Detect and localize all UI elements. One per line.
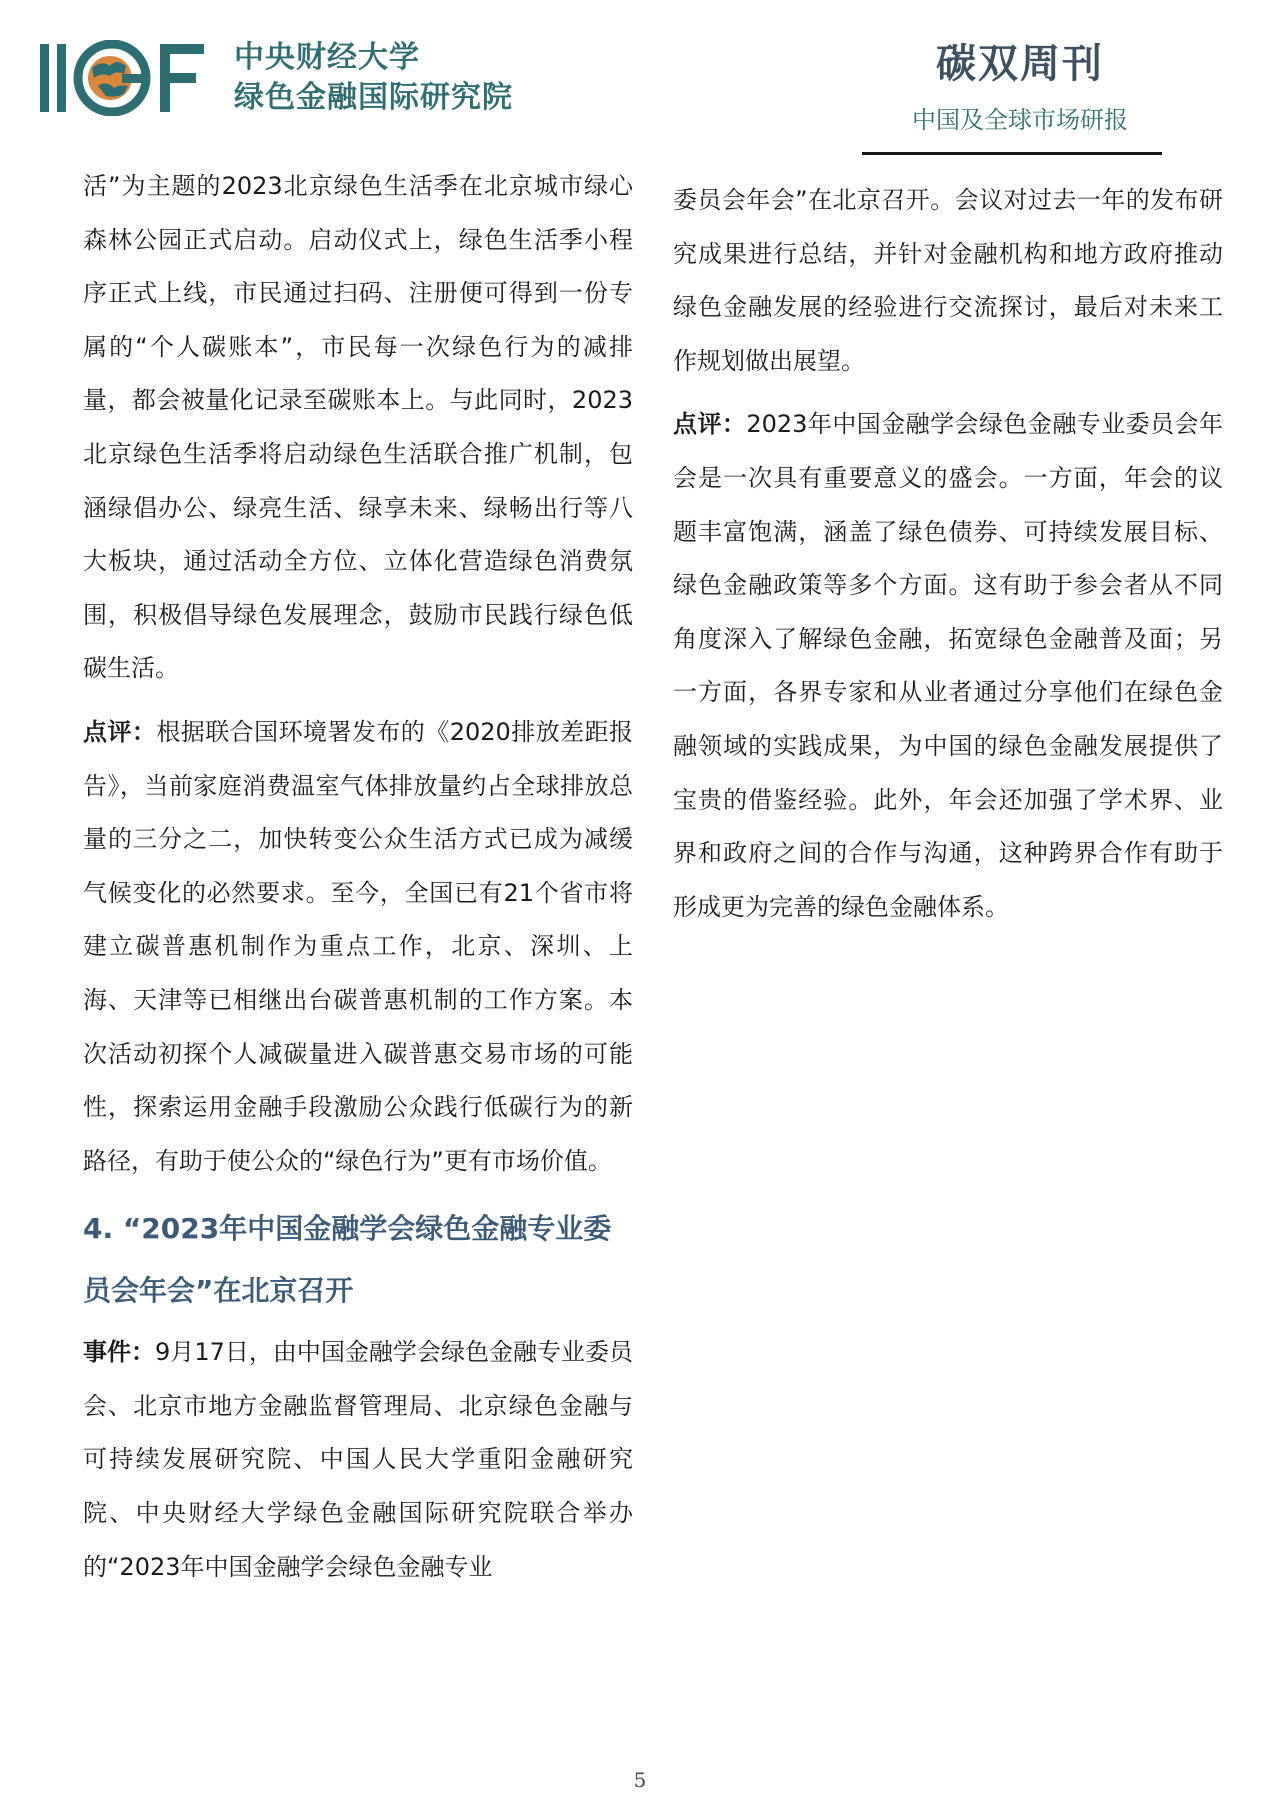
iigf-logo	[40, 40, 212, 116]
event-text: 9月17日，由中国金融学会绿色金融专业委员会、北京市地方金融监督管理局、北京绿色金融与可持续发展研究院、中国人民大学重阳金融研究院、中央财经大学绿色金融国际研究院联合举办的“2023年中国金融学会绿色金融专业	[83, 1338, 634, 1581]
event-label: 事件：	[83, 1338, 156, 1367]
publication-title: 碳双周刊	[936, 41, 1104, 87]
comment-text: 2023年中国金融学会绿色金融专业委员会年会是一次具有重要意义的盛会。一方面，年会的议题丰富饱满，涵盖了绿色债券、可持续发展目标、绿色金融政策等多个方面。这有助于参会者从不同角度深入了解绿色金融，拓宽绿色金融普及面；另一方面，各界专家和从业者通过分享他们在绿色金融领域的实践成果，为中国的绿色金融发展提供了宝贵的借鉴经验。此外，年会还加强了学术界、业界和政府之间的合作与沟通，这种跨界合作有助于形成更为完善的绿色金融体系。	[673, 410, 1224, 921]
section-heading: 4. “2023年中国金融学会绿色金融专业委员会年会”在北京召开	[83, 1212, 612, 1308]
comment-paragraph	[673, 398, 1223, 934]
event-paragraph	[83, 1326, 633, 1594]
page-number: 5	[633, 1768, 647, 1792]
org-name-line-1: 中央财经大学	[234, 40, 420, 75]
organization-name	[234, 38, 513, 118]
header-divider	[862, 152, 1162, 155]
left-column	[83, 160, 633, 1604]
comment-label: 点评：	[673, 410, 747, 439]
comment-paragraph	[83, 706, 633, 1188]
page-header	[0, 0, 1280, 160]
body-paragraph: 活”为主题的2023北京绿色生活季在北京城市绿心森林公园正式启动。启动仪式上，绿色生活季小程序正式上线，市民通过扫码、注册便可得到一份专属的“个人碳账本”，市民每一次绿色行为的减排量，都会被量化记录至碳账本上。与此同时，2023北京绿色生活季将启动绿色生活联合推广机制，包涵绿倡办公、绿亮生活、绿享未来、绿畅出行等八大板块，通过活动全方位、立体化营造绿色消费氛围，积极倡导绿色发展理念，鼓励市民践行绿色低碳生活。	[83, 172, 633, 683]
body-paragraph: 委员会年会”在北京召开。会议对过去一年的发布研究成果进行总结，并针对金融机构和地方政府推动绿色金融发展的经验进行交流探讨，最后对未来工作规划做出展望。	[673, 186, 1223, 375]
comment-label: 点评：	[83, 717, 157, 746]
comment-text: 根据联合国环境署发布的《2020排放差距报告》，当前家庭消费温室气体排放量约占全球排放总量的三分之二，加快转变公众生活方式已成为减缓气候变化的必然要求。至今，全国已有21个省市将建立碳普惠机制作为重点工作，北京、深圳、上海、天津等已相继出台碳普惠机制的工作方案。本次活动初探个人减碳量进入碳普惠交易市场的可能性，探索运用金融手段激励公众践行低碳行为的新路径，有助于使公众的“绿色行为”更有市场价值。	[83, 717, 634, 1175]
right-column	[673, 174, 1223, 944]
publication-subtitle: 中国及全球市场研报	[912, 106, 1128, 134]
org-name-line-2: 绿色金融国际研究院	[234, 80, 513, 115]
